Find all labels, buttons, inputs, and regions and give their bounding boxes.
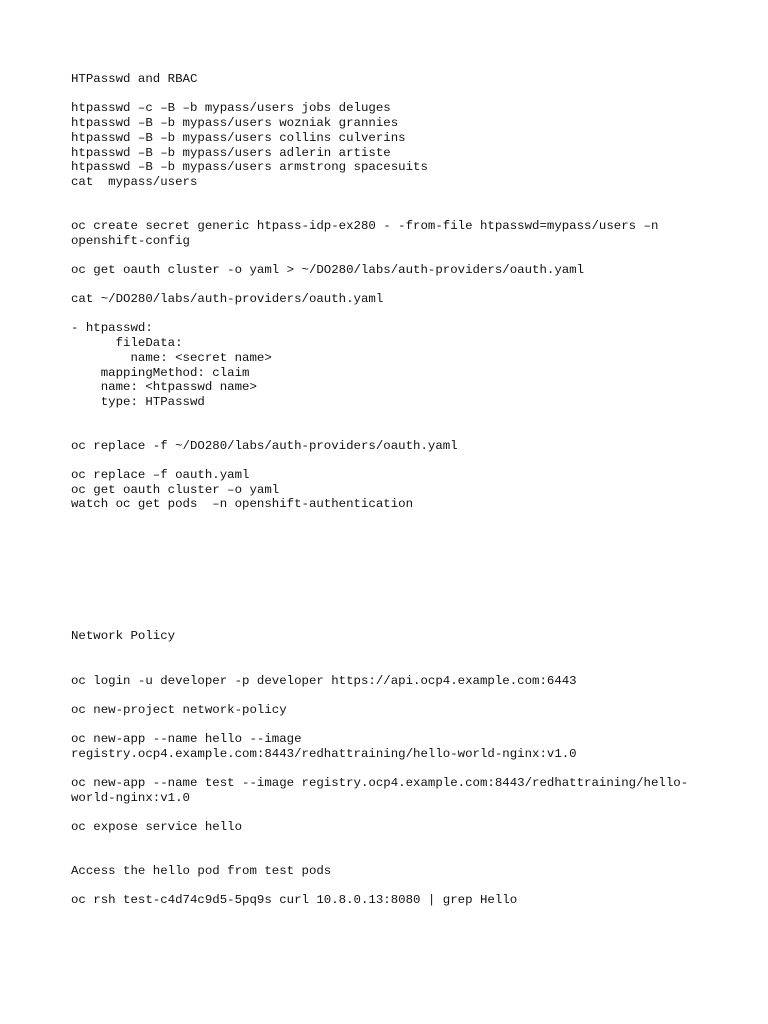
yaml-line: name: <htpasswd name> <box>71 380 257 394</box>
yaml-line: type: HTPasswd <box>71 395 205 409</box>
command-line: htpasswd –c –B –b mypass/users jobs deluges <box>71 101 391 115</box>
command-line: htpasswd –B –b mypass/users collins culverins <box>71 131 406 145</box>
command-line: oc new-app --name hello --image <box>71 732 302 746</box>
command-line: cat ~/DO280/labs/auth-providers/oauth.yaml <box>71 292 384 306</box>
command-line: cat mypass/users <box>71 175 198 189</box>
yaml-line: mappingMethod: claim <box>71 366 250 380</box>
command-line: oc replace –f oauth.yaml <box>71 468 250 482</box>
command-line: htpasswd –B –b mypass/users armstrong spacesuits <box>71 160 428 174</box>
command-line: oc rsh test-c4d74c9d5-5pq9s curl 10.8.0.13:8080 | grep Hello <box>71 893 518 907</box>
command-line: oc expose service hello <box>71 820 243 834</box>
section-title-network-policy: Network Policy <box>71 629 176 643</box>
command-line: registry.ocp4.example.com:8443/redhattraining/hello-world-nginx:v1.0 <box>71 747 577 761</box>
yaml-line: name: <secret name> <box>71 351 272 365</box>
yaml-line: - htpasswd: <box>71 321 153 335</box>
command-line: oc create secret generic htpass-idp-ex280 - -from-file htpasswd=mypass/users –n <box>71 219 659 233</box>
command-line: openshift-config <box>71 234 190 248</box>
command-line: oc get oauth cluster –o yaml <box>71 483 280 497</box>
command-line: watch oc get pods –n openshift-authentication <box>71 497 414 511</box>
yaml-line: fileData: <box>71 336 183 350</box>
subheading-access-hello: Access the hello pod from test pods <box>71 864 332 878</box>
command-line: oc login -u developer -p developer https://api.ocp4.example.com:6443 <box>71 674 577 688</box>
command-line: oc get oauth cluster -o yaml > ~/DO280/labs/auth-providers/oauth.yaml <box>71 263 585 277</box>
command-line: htpasswd –B –b mypass/users wozniak grannies <box>71 116 399 130</box>
command-line: world-nginx:v1.0 <box>71 791 190 805</box>
command-line: oc replace -f ~/DO280/labs/auth-providers/oauth.yaml <box>71 439 458 453</box>
section-title-htpasswd-rbac: HTPasswd and RBAC <box>71 72 198 86</box>
command-line: oc new-app --name test --image registry.ocp4.example.com:8443/redhattraining/hello- <box>71 776 689 790</box>
command-line: oc new-project network-policy <box>71 703 287 717</box>
command-line: htpasswd –B –b mypass/users adlerin artiste <box>71 146 391 160</box>
